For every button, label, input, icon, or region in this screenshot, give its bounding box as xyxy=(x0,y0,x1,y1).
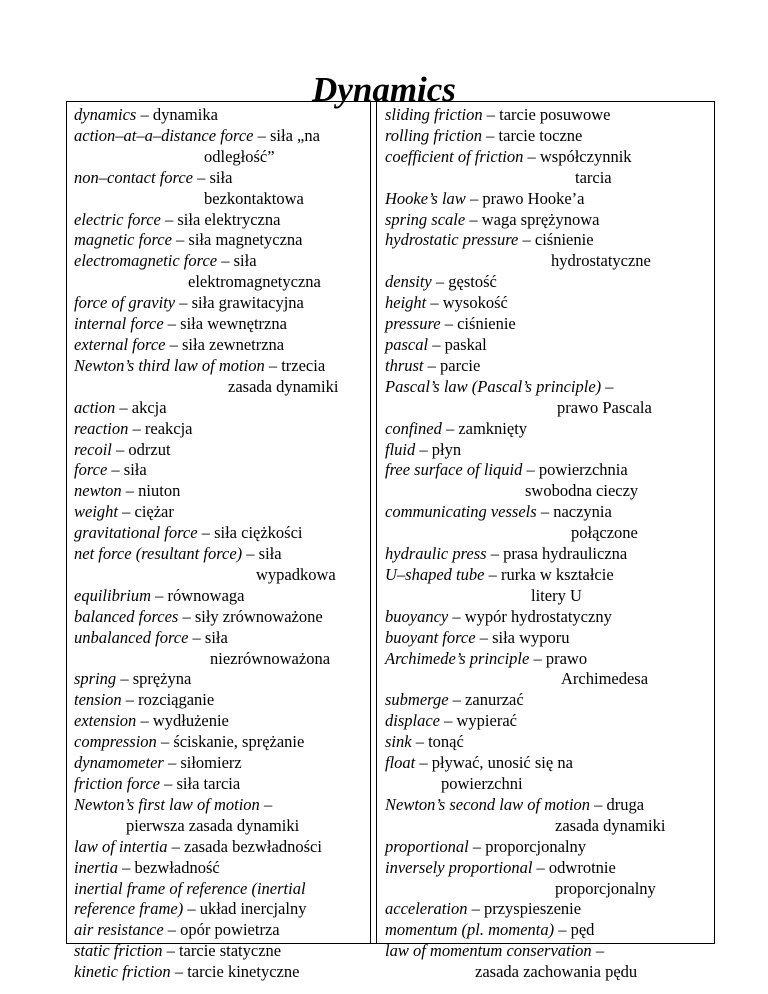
vocab-translation: zanurzać xyxy=(465,690,524,710)
vocab-term: reaction xyxy=(74,418,129,438)
vocab-translation: bezwładność xyxy=(134,857,220,877)
vocab-translation-continuation: hydrostatyczne xyxy=(551,251,651,271)
vocab-entry: tension – rozciąganie xyxy=(74,690,215,710)
vocab-term: inversely proportional xyxy=(385,857,533,877)
vocab-translation: pływać, unosić się na xyxy=(431,753,573,773)
vocab-entry: hydrostatic pressure – ciśnienie xyxy=(385,230,594,250)
vocab-translation: siła elektryczna xyxy=(177,209,281,229)
vocab-term: proportional xyxy=(385,836,469,856)
vocab-entry: submerge – zanurzać xyxy=(385,690,524,710)
vocab-term: free surface of liquid xyxy=(385,460,523,480)
vocab-term: thrust xyxy=(385,355,424,375)
vocab-translation: ściskanie, sprężanie xyxy=(173,732,305,752)
vocab-term: acceleration xyxy=(385,899,468,919)
vocab-entry: Newton’s second law of motion – druga xyxy=(385,794,645,814)
vocab-translation: druga xyxy=(606,794,645,814)
vocab-translation: siła xyxy=(204,627,228,647)
vocab-translation: akcja xyxy=(131,397,167,417)
vocab-entry: free surface of liquid – powierzchnia xyxy=(385,460,628,480)
vocab-translation: odrzut xyxy=(128,439,171,459)
vocab-translation: reakcja xyxy=(144,418,193,438)
vocabulary-table xyxy=(66,101,715,982)
vocab-term: buoyant force xyxy=(385,627,476,647)
vocab-translation-continuation: swobodna cieczy xyxy=(525,481,639,501)
vocab-entry: equilibrium – równowaga xyxy=(74,585,245,605)
vocab-entry: non–contact force – siła xyxy=(74,167,233,187)
vocab-translation-continuation: wypadkowa xyxy=(256,564,336,584)
vocab-translation-continuation: odległość” xyxy=(204,146,275,166)
vocab-translation: zasada bezwładności xyxy=(184,836,322,856)
vocab-translation: ciśnienie xyxy=(457,314,516,334)
vocab-entry: pascal – paskal xyxy=(385,334,487,354)
vocab-entry: Hooke’s law – prawo Hooke’a xyxy=(385,188,585,208)
vocab-term: recoil xyxy=(74,439,112,459)
vocab-translation: proporcjonalny xyxy=(485,836,587,856)
vocab-translation: tarcie statyczne xyxy=(178,941,282,961)
vocab-entry: compression – ściskanie, sprężanie xyxy=(74,732,305,752)
vocab-term: sliding friction xyxy=(385,105,483,124)
vocab-term: dynamics xyxy=(74,105,137,124)
vocab-translation: rurka w kształcie xyxy=(500,564,614,584)
vocab-entry: thrust – parcie xyxy=(385,355,481,375)
vocab-translation: ciężar xyxy=(134,502,174,522)
vocab-term: compression xyxy=(74,732,157,752)
vocab-translation: siła tarcia xyxy=(176,774,241,793)
vocab-translation: odwrotnie xyxy=(548,857,616,877)
vocab-entry: Newton’s third law of motion – trzecia xyxy=(74,355,326,375)
vocab-translation: siłomierz xyxy=(180,753,242,773)
vocab-translation: wysokość xyxy=(442,293,508,313)
vocab-term: hydraulic press xyxy=(385,544,487,564)
vocab-term: Newton’s first law of motion xyxy=(74,794,260,814)
vocab-translation: prawo xyxy=(545,648,588,668)
vocab-term: weight xyxy=(74,502,118,522)
vocab-term: unbalanced force xyxy=(74,627,189,647)
vocab-term: electromagnetic force xyxy=(74,251,218,271)
vocab-translation: płyn xyxy=(431,439,462,459)
vocab-translation: niuton xyxy=(138,481,181,501)
vocab-translation: siła xyxy=(209,167,233,187)
vocab-term: Hooke’s law xyxy=(385,188,466,208)
vocab-entry: buoyant force – siła wyporu xyxy=(385,627,570,647)
vocab-translation: siła grawitacyjna xyxy=(191,293,304,313)
vocab-translation: dynamika xyxy=(152,105,218,124)
vocab-term: non–contact force xyxy=(74,167,193,187)
vocab-term: Newton’s second law of motion xyxy=(385,794,591,814)
vocab-translation: siła „na xyxy=(269,125,320,145)
vocab-translation: tarcie posuwowe xyxy=(499,105,611,124)
vocab-translation: współczynnik xyxy=(539,146,632,166)
vocab-entry: displace – wypierać xyxy=(385,711,517,731)
vocab-entry: friction force – siła tarcia xyxy=(74,774,241,793)
vocab-entry: hydraulic press – prasa hydrauliczna xyxy=(385,544,628,564)
vocab-entry: momentum (pl. momenta) – pęd xyxy=(385,920,595,940)
page-title: Dynamics xyxy=(312,70,456,109)
vocab-entry: electric force – siła elektryczna xyxy=(74,209,281,229)
vocab-translation: paskal xyxy=(444,334,487,354)
vocab-translation: wydłużenie xyxy=(152,711,229,731)
vocab-entry: spring scale – waga sprężynowa xyxy=(385,209,600,229)
vocab-term: balanced forces xyxy=(74,606,179,626)
vocab-term: height xyxy=(385,293,427,313)
vocab-term: external force xyxy=(74,334,166,354)
vocab-entry: electromagnetic force – siła xyxy=(74,251,257,271)
vocab-translation: siła xyxy=(258,544,282,564)
vocab-translation: opór powietrza xyxy=(180,920,280,940)
vocab-translation: układ inercjalny xyxy=(199,899,307,919)
vocab-entry: inversely proportional – odwrotnie xyxy=(385,857,616,877)
vocab-entry: newton – niuton xyxy=(74,481,181,501)
vocab-term: extension xyxy=(74,711,137,731)
vocab-translation: wypierać xyxy=(456,711,517,731)
vocab-term: kinetic friction xyxy=(74,962,171,982)
vocab-translation: siła xyxy=(123,460,147,480)
vocab-term: internal force xyxy=(74,314,164,334)
vocab-entry: weight – ciężar xyxy=(74,502,174,522)
vocab-entry: balanced forces – siły zrównoważone xyxy=(74,606,323,626)
vocab-translation: tarcie toczne xyxy=(498,125,583,145)
vocab-translation: siła ciężkości xyxy=(214,523,303,543)
vocab-translation: siła xyxy=(233,251,257,271)
vocab-translation-continuation: powierzchni xyxy=(441,774,523,793)
vocab-translation: sprężyna xyxy=(132,669,192,689)
vocab-translation-continuation: Archimedesa xyxy=(561,669,649,689)
vocab-translation-continuation: zasada dynamiki xyxy=(555,815,666,835)
vocab-entry: magnetic force – siła magnetyczna xyxy=(74,230,303,250)
vocab-term: inertia xyxy=(74,857,118,877)
vocab-translation: zamknięty xyxy=(458,418,528,438)
vocab-translation-continuation: prawo Pascala xyxy=(557,397,652,417)
vocab-translation: powierzchnia xyxy=(538,460,628,480)
vocab-entry: communicating vessels – naczynia xyxy=(385,502,612,522)
vocab-term: communicating vessels xyxy=(385,502,537,522)
vocab-translation: parcie xyxy=(440,355,481,375)
vocab-entry: dynamics – dynamika xyxy=(74,105,218,124)
vocab-term: equilibrium xyxy=(74,585,151,605)
vocab-entry: static friction – tarcie statyczne xyxy=(74,941,282,961)
vocab-translation: naczynia xyxy=(553,502,612,522)
vocab-term: buoyancy xyxy=(385,606,449,626)
vocab-entry: confined – zamknięty xyxy=(385,418,528,438)
vocab-term: electric force xyxy=(74,209,161,229)
vocab-entry: inertia – bezwładność xyxy=(74,857,220,877)
vocab-entry: Pascal’s law (Pascal’s principle) – xyxy=(385,376,614,396)
vocab-term: law of momentum conservation xyxy=(385,941,592,961)
vocab-term: Newton’s third law of motion xyxy=(74,355,265,375)
vocab-term: sink xyxy=(385,732,412,752)
vocab-entry: spring – sprężyna xyxy=(74,669,192,689)
vocab-term: Pascal’s law (Pascal’s principle) xyxy=(385,376,602,396)
vocab-term: rolling friction xyxy=(385,125,483,145)
vocab-term: magnetic force xyxy=(74,230,172,250)
vocab-translation: siła magnetyczna xyxy=(188,230,303,250)
vocab-entry: U–shaped tube – rurka w kształcie xyxy=(385,564,614,584)
vocab-entry: action – akcja xyxy=(74,397,167,417)
vocab-translation-continuation: niezrównoważona xyxy=(210,648,331,668)
vocab-translation: równowaga xyxy=(167,585,245,605)
vocab-term: float xyxy=(385,753,416,773)
vocab-entry: float – pływać, unosić się na xyxy=(385,753,573,773)
vocab-translation: siła wyporu xyxy=(492,627,570,647)
vocab-entry: kinetic friction – tarcie kinetyczne xyxy=(74,962,300,982)
vocab-term: action–at–a–distance force xyxy=(74,125,254,145)
vocab-entry: internal force – siła wewnętrzna xyxy=(74,314,287,334)
vocab-entry: sink – tonąć xyxy=(385,732,464,752)
vocab-entry: gravitational force – siła ciężkości xyxy=(74,523,303,543)
vocab-term: spring xyxy=(74,669,117,689)
vocab-term: hydrostatic pressure xyxy=(385,230,519,250)
vocab-term: air resistance xyxy=(74,920,164,940)
vocab-translation: przyspieszenie xyxy=(483,899,582,919)
vocab-term: law of intertia xyxy=(74,836,168,856)
vocab-translation: gęstość xyxy=(448,272,497,292)
vocab-translation: siła wewnętrzna xyxy=(180,314,287,334)
vocab-translation: trzecia xyxy=(281,355,326,375)
vocab-term: dynamometer xyxy=(74,753,164,773)
vocab-entry: proportional – proporcjonalny xyxy=(385,836,587,856)
vocab-translation: wypór hydrostatyczny xyxy=(464,606,612,626)
vocab-translation: siła zewnetrzna xyxy=(181,334,285,354)
vocab-term: friction force xyxy=(74,774,160,793)
vocab-translation-continuation: tarcia xyxy=(575,167,612,187)
right-column xyxy=(377,102,714,982)
vocab-entry: Newton’s first law of motion – xyxy=(74,794,273,814)
vocab-translation: rozciąganie xyxy=(138,690,215,710)
vocab-entry: net force (resultant force) – siła xyxy=(74,544,282,564)
vocab-term: U–shaped tube xyxy=(385,564,485,584)
vocab-translation-continuation: proporcjonalny xyxy=(555,878,656,898)
vocab-translation: tarcie kinetyczne xyxy=(187,962,300,982)
vocab-term: density xyxy=(385,272,432,292)
vocab-translation-continuation: pierwsza zasada dynamiki xyxy=(126,815,300,835)
vocab-entry: fluid – płyn xyxy=(385,439,462,459)
vocab-term: pascal xyxy=(385,334,429,354)
vocab-entry: reference frame) – układ inercjalny xyxy=(74,899,307,919)
vocab-entry: sliding friction – tarcie posuwowe xyxy=(385,105,611,124)
vocab-translation: siły zrównoważone xyxy=(194,606,323,626)
vocab-term: pressure xyxy=(385,314,441,334)
vocab-term: reference frame) xyxy=(74,899,184,919)
vocab-translation: tonąć xyxy=(428,732,464,752)
vocab-term: newton xyxy=(74,481,122,501)
vocab-term: static friction xyxy=(74,941,163,961)
vocab-entry: air resistance – opór powietrza xyxy=(74,920,280,940)
vocab-entry: force of gravity – siła grawitacyjna xyxy=(74,293,304,313)
vocab-entry: force – siła xyxy=(74,460,147,480)
vocab-term: momentum (pl. momenta) xyxy=(385,920,555,940)
vocab-entry: extension – wydłużenie xyxy=(74,711,229,731)
vocab-term: gravitational force xyxy=(74,523,198,543)
vocab-entry: pressure – ciśnienie xyxy=(385,314,516,334)
vocab-entry: height – wysokość xyxy=(385,293,508,313)
vocab-entry: action–at–a–distance force – siła „na xyxy=(74,125,320,145)
vocab-translation-continuation: elektromagnetyczna xyxy=(188,272,321,292)
vocab-term: spring scale xyxy=(385,209,466,229)
vocab-entry: Archimede’s principle – prawo xyxy=(385,648,588,668)
vocab-term: confined xyxy=(385,418,442,438)
vocab-entry: recoil – odrzut xyxy=(74,439,171,459)
vocab-term: Archimede’s principle xyxy=(385,648,530,668)
vocab-entry: reaction – reakcja xyxy=(74,418,193,438)
vocab-term: action xyxy=(74,397,116,417)
vocab-term: coefficient of friction xyxy=(385,146,524,166)
vocab-entry: acceleration – przyspieszenie xyxy=(385,899,582,919)
vocab-entry: coefficient of friction – współczynnik xyxy=(385,146,632,166)
vocab-term: tension xyxy=(74,690,122,710)
vocab-entry: external force – siła zewnetrzna xyxy=(74,334,285,354)
vocab-translation-continuation: litery U xyxy=(531,585,582,605)
vocab-translation-continuation: zasada zachowania pędu xyxy=(475,962,638,982)
vocab-translation: prawo Hooke’a xyxy=(482,188,585,208)
vocab-entry xyxy=(74,879,366,900)
vocab-entry: law of intertia – zasada bezwładności xyxy=(74,836,322,856)
vocab-entry: buoyancy – wypór hydrostatyczny xyxy=(385,606,612,626)
vocab-term: force of gravity xyxy=(74,293,176,313)
vocab-entry: unbalanced force – siła xyxy=(74,627,228,647)
vocab-term: fluid xyxy=(385,439,416,459)
vocab-entry: law of momentum conservation – xyxy=(385,941,605,961)
vocab-term: displace xyxy=(385,711,440,731)
vocab-entry: dynamometer – siłomierz xyxy=(74,753,242,773)
vocab-translation: prasa hydrauliczna xyxy=(503,544,628,564)
vocab-entry: density – gęstość xyxy=(385,272,497,292)
left-column xyxy=(67,102,371,982)
vocab-term: submerge xyxy=(385,690,449,710)
vocab-term: inertial frame of reference (inertial xyxy=(74,878,306,898)
vocab-translation: waga sprężynowa xyxy=(481,209,600,229)
vocab-translation: pęd xyxy=(570,920,595,940)
vocab-term: force xyxy=(74,460,108,480)
vocab-translation-continuation: połączone xyxy=(571,523,638,543)
vocab-translation-continuation: zasada dynamiki xyxy=(228,376,339,396)
vocab-translation-continuation: bezkontaktowa xyxy=(204,188,304,208)
vocab-term: net force (resultant force) xyxy=(74,544,243,564)
vocab-translation: ciśnienie xyxy=(534,230,594,250)
vocab-entry: rolling friction – tarcie toczne xyxy=(385,125,583,145)
